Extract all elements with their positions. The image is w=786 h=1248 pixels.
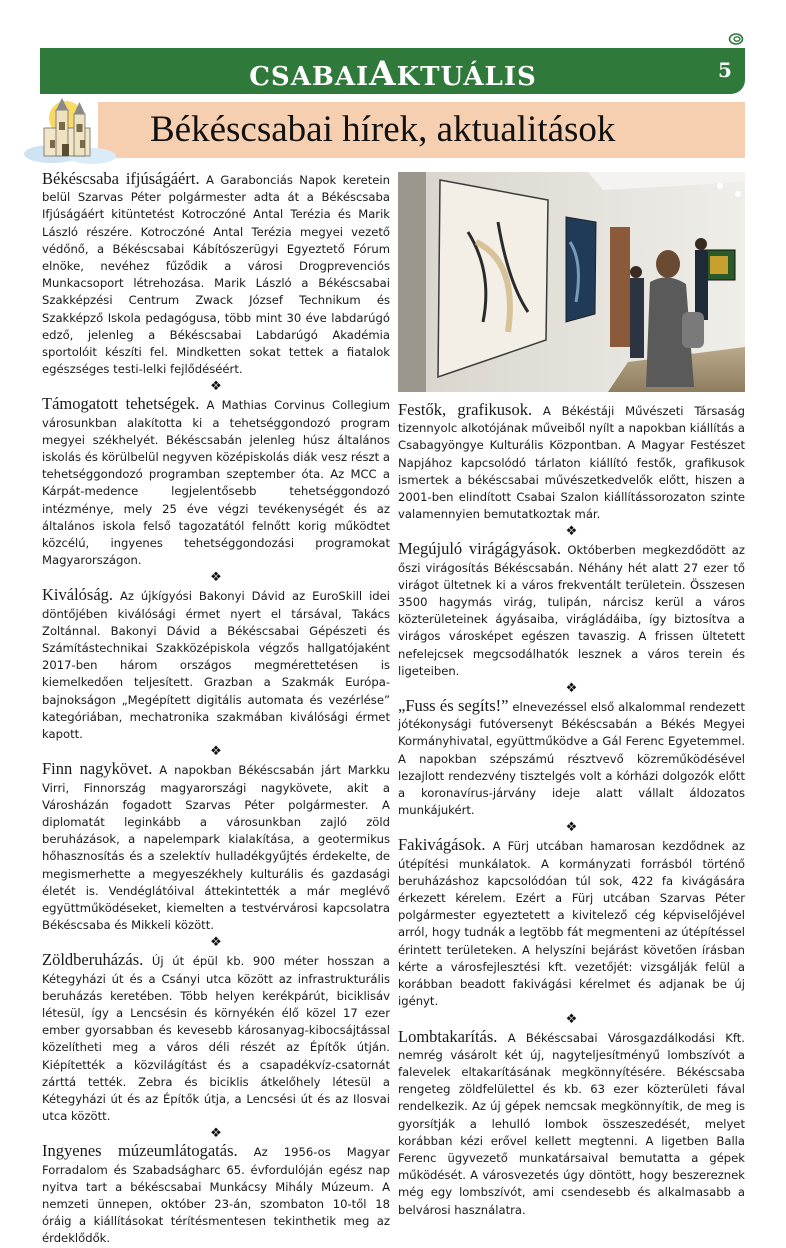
section-divider-icon: ❖ — [210, 935, 222, 951]
article-headline: Finn nagykövet. — [42, 759, 153, 779]
swirl-ornament-icon — [728, 32, 744, 46]
section-divider-icon: ❖ — [565, 681, 578, 697]
right-column — [398, 401, 745, 1219]
article-excellence — [42, 586, 390, 743]
article-body: A Békéscsabai Városgazdálkodási Kft. nemrég vásárolt két új, nagyteljesítményű lombszívót a falevelek eltakarításának megkönnyítésére. Békéscsaba rengeteg zöldfelülettel és kb. 63 ezer közterületi fával rendelkezik. Az új gépek nemcsak megkönnyítik, de meg is gyorsítják a lehulló lombok összeszedését, melyet korábban kézi erővel kellett megtenni. A ligetben Balla Ferenc ügyvezető munkatársaival bemutatta a gépek működését. A városvezetés úgy döntött, hogy beszereznek még egy lombszívót, ami csendesebb és alkalmasabb a belvárosi használatra. — [398, 1030, 745, 1217]
article-headline: „Fuss és segíts!” — [398, 696, 509, 716]
article-body: A napokban Békéscsabán járt Markku Virri, Finnország magyarországi nagykövete, akit a Városházán fogadott Szarvas Péter polgármester. A diplomatát leginkább a városunkban zajló zöld beruházások, a napelempark kialakítása, a geotermikus hőhasznosítás és a szelektív hulladékgyűjtés érdekelte, de megismerhette a megyeszékhely kulturális és gazdasági életét is. Vendéglátóival áttekintették a már meglévő együttműködéseket, kiemelten a testvérvárosi kapcsolatra Békéscsaba és Mikkeli között. — [42, 763, 390, 933]
article-youth-award — [42, 170, 390, 378]
article-headline: Megújuló virágágyások. — [398, 539, 562, 559]
article-talent — [42, 395, 390, 569]
masthead-initial: A — [369, 54, 397, 94]
page-number: 5 — [718, 58, 732, 82]
article-headline: Zöldberuházás. — [42, 950, 144, 970]
article-green-investment — [42, 951, 390, 1125]
article-headline: Fakivágások. — [398, 835, 486, 855]
article-free-museum — [42, 1142, 390, 1247]
article-tree-felling — [398, 836, 745, 1010]
masthead-part1: CSABAI — [249, 62, 370, 92]
article-body: Az 1956-os Magyar Forradalom és Szabadságharc 65. évfordulóján egész nap nyitva tart a békéscsabai Munkácsy Mihály Múzeum. A nemzeti ünnepen, október 23-án, szombaton 10-től 18 óráig a kiállításokat térítésmentesen tekinthetik meg az érdeklődők. — [42, 1145, 390, 1246]
article-headline: Festők, grafikusok. — [398, 400, 533, 419]
article-leaf-cleanup — [398, 1028, 745, 1219]
article-body: A Békéstáji Művészeti Társaság tizennyolc alkotójának műveiből nyílt a napokban kiállítás a Csabagyöngye Kulturális Központban. A Magyar Festészet Napjához kapcsolódó tárlaton kiállító festők, grafikusok ismertek a békéscsabai művészetkedvelők előtt, hiszen a 2001-ben elindított Csabai Szalon kiállítássorozaton szinte valamennyien bemutatkoztak már. — [398, 404, 745, 522]
exhibition-photo — [398, 172, 745, 392]
section-divider-icon: ❖ — [210, 1126, 222, 1142]
article-headline: Ingyenes múzeumlátogatás. — [42, 1141, 238, 1161]
section-divider-icon: ❖ — [565, 1011, 578, 1027]
article-headline: Békéscsaba ifjúságáért. — [42, 169, 200, 188]
article-charity-run — [398, 697, 745, 819]
section-title: Békéscsabai hírek, aktualitások — [150, 109, 616, 150]
article-body: Az újkígyósi Bakonyi Dávid az EuroSkill idei döntőjében kiválósági érmet nyert el társával, Takács Zoltánnal. Bakonyi Dávid a Békéscsabai Gépészeti és Számítástechnikai Szakközépiskola végzős hallgatójaként 2017-ben három országos megmérettetésen is kiemelkedően teljesített. Grazban a Szakmák Európa-bajnokságon „Megépített digitális automata és vezérlése” kategóriában, mechatronika szakmában kiválósági érmet kapott. — [42, 589, 390, 742]
masthead-title — [0, 54, 786, 94]
section-divider-icon: ❖ — [210, 379, 222, 395]
section-divider-icon: ❖ — [565, 820, 578, 836]
article-finnish-ambassador — [42, 760, 390, 934]
article-headline: Kiválóság. — [42, 585, 114, 605]
article-body: A Mathias Corvinus Collegium városunkban alakította ki a tehetséggondozó program megyei székhelyét. Békéscsabán jelenleg húsz általános iskolás és körülbelül negyven középiskolás diák vesz részt a tehetséggondozó programban szeptember óta. Az MCC a Kárpát-medence legjelentősebb tehetséggondozó intézménye, mely 25 éve végzi tevékenységét és az általános iskola felső tagozatától felnőtt korig működtet közcélú, ingyenes tehetséggondozási programokat Magyarországon. — [42, 398, 390, 568]
masthead-part2: KTUÁLIS — [396, 62, 537, 92]
article-body: Októberben megkezdődött az őszi virágosítás Békéscsabán. Néhány hét alatt 27 ezer tő virágot ültetnek ki a város frekventált területein. Összesen 3500 hagymás virág, tulipán, nárcisz kerül a város közterületeinek ágyásaiba, virágládáiba, így biztosítva a virágos városképet egészen tavaszig. A frissen ültetett nefelejcsek megcsodálhatók lesznek a város terein és ligeteiben. — [398, 543, 745, 678]
section-divider-icon: ❖ — [210, 744, 222, 760]
article-painters — [398, 401, 745, 523]
article-body: A Garabonciás Napok keretein belül Szarvas Péter polgármester adta át a Békéscsaba Ifjúságáért kitüntetést Kotroczóné Antal Terézia és Marik László részére. Kotroczóné Antal Terézia megyei vezető védőnő, a Békéscsabai Kábítószerügyi Egyeztető Fórum elnöke, nevéhez fűződik a városi Drogprevenciós Munkacsoport létrehozása. Marik László a Békéscsabai Szakképzési Centrum Zwack József Technikum és Szakképző Iskola pedagógusa, több mint 30 éve labdarúgó edző, jelenleg a Békéscsabai Labdarúgó Akadémia sportolóit készíti fel. Mindketten sokat tettek a fiatalok egészséges testi-lelki fejlődéséért. — [42, 173, 390, 377]
article-body: Új út épül kb. 900 méter hosszan a Kétegyházi út és a Csányi utca között az infrastrukturális beruházás keretében. Több helyen kerékpárút, biciklisáv létesül, így a Lencsésin és környékén élő közel 17 ezer ember gyorsabban és kevesebb károsanyag-kibocsájtással közelítheti meg a város déli részét az Építők útján. Kiépítették a közvilágítást és a csapadékvíz-csatornát zárttá tették. Zebra és biciklis átkelőhely létesül a Kétegyházi út és az Építők útja, a Lencsési út és az Ilosvai utca között. — [42, 954, 390, 1124]
section-divider-icon: ❖ — [210, 570, 222, 586]
article-body: A Fürj utcában hamarosan kezdődnek az útépítési munkálatok. A kormányzati forrásból történő beruházáshoz kapcsolódóan túl sok, 422 fa kivágására érkezett kérelem. Ezért a Fürj utcában Szarvas Péter polgármester egyeztetett a kivitelező cég képviselőjével arról, hogy tudnák a legtöbb fát megmenteni az útépítéssel érintett területeken. A helyszíni bejárást követően írásban kérte a városfejlesztési kft. vezetőjét: vizsgálják felül a korábban beadott fakivágási kérelmet és adjanak be új igényt. — [398, 839, 745, 1009]
church-illustration-icon — [22, 96, 118, 166]
section-divider-icon: ❖ — [565, 524, 578, 540]
article-flowerbeds — [398, 540, 745, 680]
article-headline: Támogatott tehetségek. — [42, 394, 200, 414]
left-column — [42, 170, 390, 1248]
article-headline: Lombtakarítás. — [398, 1026, 498, 1046]
article-body: elnevezéssel első alkalommal rendezett jótékonysági futóversenyt Békéscsabán a Békés Megyei Kormányhivatal, együttműködve a Gál Ferenc Egyetemmel. A napokban szépszámú résztvevő közreműködésével lezajlott rendezvény tisztelgés volt a kórházi dolgozók előtt a koronavírus-járvány ideje alatt vállalt áldozatos munkájukért. — [398, 700, 745, 818]
